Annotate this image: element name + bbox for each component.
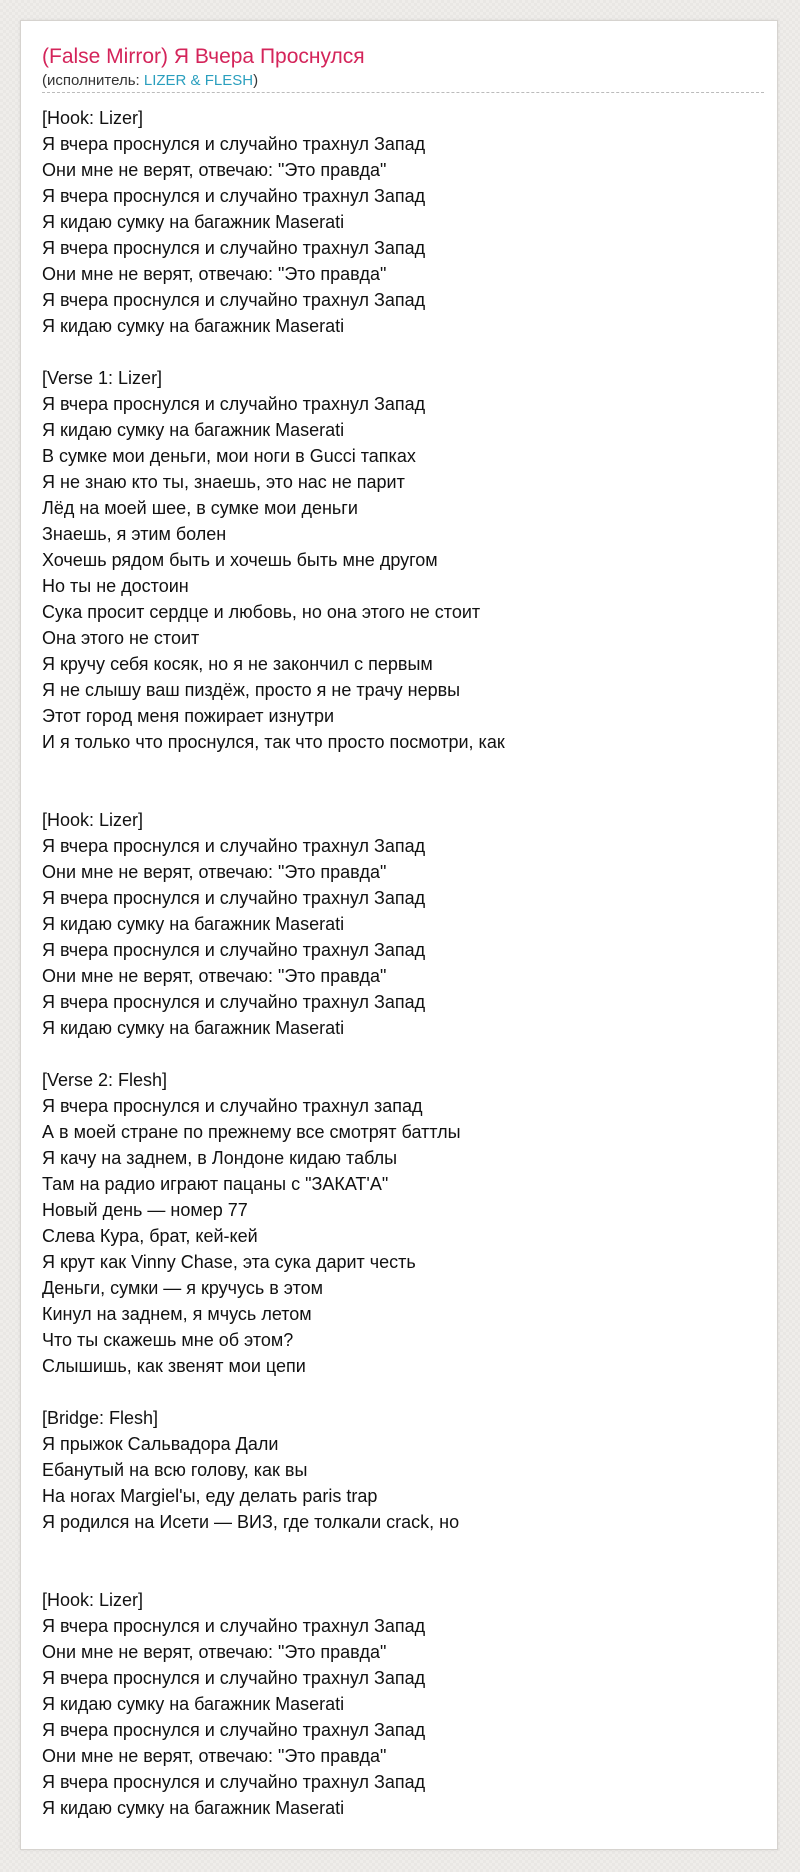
lyric-blank-line [42,1041,762,1067]
lyric-line: Она этого не стоит [42,628,200,648]
lyric-line: Я кидаю сумку на багажник Maserati [42,316,345,336]
lyric-blank-line [42,755,762,781]
lyric-line: Лёд на моей шее, в сумке мои деньги [42,498,358,518]
lyric-line: Ебанутый на всю голову, как вы [42,1460,308,1480]
lyric-line: Я не знаю кто ты, знаешь, это нас не парит [42,472,405,492]
lyric-line: Они мне не верят, отвечаю: "Это правда" [42,160,387,180]
lyric-line: Я не слышу ваш пиздёж, просто я не трачу нервы [42,680,461,700]
lyric-line: Я вчера проснулся и случайно трахнул Запад [42,1616,426,1636]
lyric-line: Я родился на Исети — ВИЗ, где толкали crack, но [42,1512,460,1532]
lyric-line: Они мне не верят, отвечаю: "Это правда" [42,966,387,986]
lyric-line: Я кидаю сумку на багажник Maserati [42,212,345,232]
lyric-line: Кинул на заднем, я мчусь летом [42,1304,312,1324]
lyric-line: Я кидаю сумку на багажник Maserati [42,914,345,934]
lyric-line: Я вчера проснулся и случайно трахнул Запад [42,1772,426,1792]
lyric-line: Слева Кура, брат, кей-кей [42,1226,258,1246]
title-divider [42,92,764,93]
lyric-line: Я прыжок Сальвадора Дали [42,1434,279,1454]
lyric-line: Хочешь рядом быть и хочешь быть мне другом [42,550,438,570]
lyric-line: А в моей стране по прежнему все смотрят баттлы [42,1122,461,1142]
lyric-line: Я крут как Vinny Chase, эта сука дарит честь [42,1252,416,1272]
lyric-line: Я кидаю сумку на багажник Maserati [42,1694,345,1714]
lyric-blank-line [42,1535,762,1561]
performer-link[interactable]: LIZER & FLESH [143,72,254,89]
performer-line [42,72,258,90]
lyric-line: Что ты скажешь мне об этом? [42,1330,294,1350]
lyric-line: И я только что проснулся, так что просто посмотри, как [42,732,505,752]
lyric-line: Я вчера проснулся и случайно трахнул Запад [42,290,426,310]
lyric-line: Я вчера проснулся и случайно трахнул Запад [42,992,426,1012]
lyric-line: Я качу на заднем, в Лондоне кидаю таблы [42,1148,398,1168]
lyric-line: Этот город меня пожирает изнутри [42,706,335,726]
lyric-line: Я кидаю сумку на багажник Maserati [42,420,345,440]
lyric-line: Я вчера проснулся и случайно трахнул Запад [42,1720,426,1740]
section-header: [Verse 1: Lizer] [42,368,163,388]
lyric-line: Они мне не верят, отвечаю: "Это правда" [42,264,387,284]
lyric-line: Там на радио играют пацаны с "ЗАКАТ'А" [42,1174,389,1194]
lyric-line: Знаешь, я этим болен [42,524,227,544]
lyrics-body [42,105,762,1821]
lyric-line: Я кидаю сумку на багажник Maserati [42,1798,345,1818]
lyric-line: Я вчера проснулся и случайно трахнул Запад [42,238,426,258]
lyric-line: Я вчера проснулся и случайно трахнул Запад [42,836,426,856]
lyric-line: Я вчера проснулся и случайно трахнул Запад [42,888,426,908]
section-header: [Verse 2: Flesh] [42,1070,168,1090]
lyric-line: Я кидаю сумку на багажник Maserati [42,1018,345,1038]
lyric-line: Новый день — номер 77 [42,1200,248,1220]
lyric-line: Деньги, сумки — я кручусь в этом [42,1278,324,1298]
section-header: [Hook: Lizer] [42,108,144,128]
section-header: [Bridge: Flesh] [42,1408,159,1428]
performer-prefix: (исполнитель: [42,72,144,89]
performer-suffix: ) [253,72,259,89]
lyric-line: Я вчера проснулся и случайно трахнул Запад [42,1668,426,1688]
lyric-line: Они мне не верят, отвечаю: "Это правда" [42,1642,387,1662]
lyric-line: Слышишь, как звенят мои цепи [42,1356,306,1376]
lyric-line: Я кручу себя косяк, но я не закончил с первым [42,654,433,674]
lyric-blank-line [42,1379,762,1405]
section-header: [Hook: Lizer] [42,810,144,830]
lyric-line: В сумке мои деньги, мои ноги в Gucci тапках [42,446,416,466]
lyric-line: Я вчера проснулся и случайно трахнул Запад [42,394,426,414]
lyric-line: На ногах Margiel'ы, еду делать paris trap [42,1486,378,1506]
lyric-line: Я вчера проснулся и случайно трахнул запад [42,1096,423,1116]
lyric-blank-line [42,1561,762,1587]
lyric-line: Я вчера проснулся и случайно трахнул Запад [42,186,426,206]
lyric-line: Я вчера проснулся и случайно трахнул Запад [42,134,426,154]
lyric-line: Они мне не верят, отвечаю: "Это правда" [42,1746,387,1766]
lyric-line: Сука просит сердце и любовь, но она этого не стоит [42,602,481,622]
lyrics-card [20,20,778,1850]
lyric-blank-line [42,339,762,365]
lyric-line: Я вчера проснулся и случайно трахнул Запад [42,940,426,960]
lyric-line: Они мне не верят, отвечаю: "Это правда" [42,862,387,882]
song-title: (False Mirror) Я Вчера Проснулся [42,45,365,68]
section-header: [Hook: Lizer] [42,1590,144,1610]
lyric-line: Но ты не достоин [42,576,189,596]
lyric-blank-line [42,781,762,807]
